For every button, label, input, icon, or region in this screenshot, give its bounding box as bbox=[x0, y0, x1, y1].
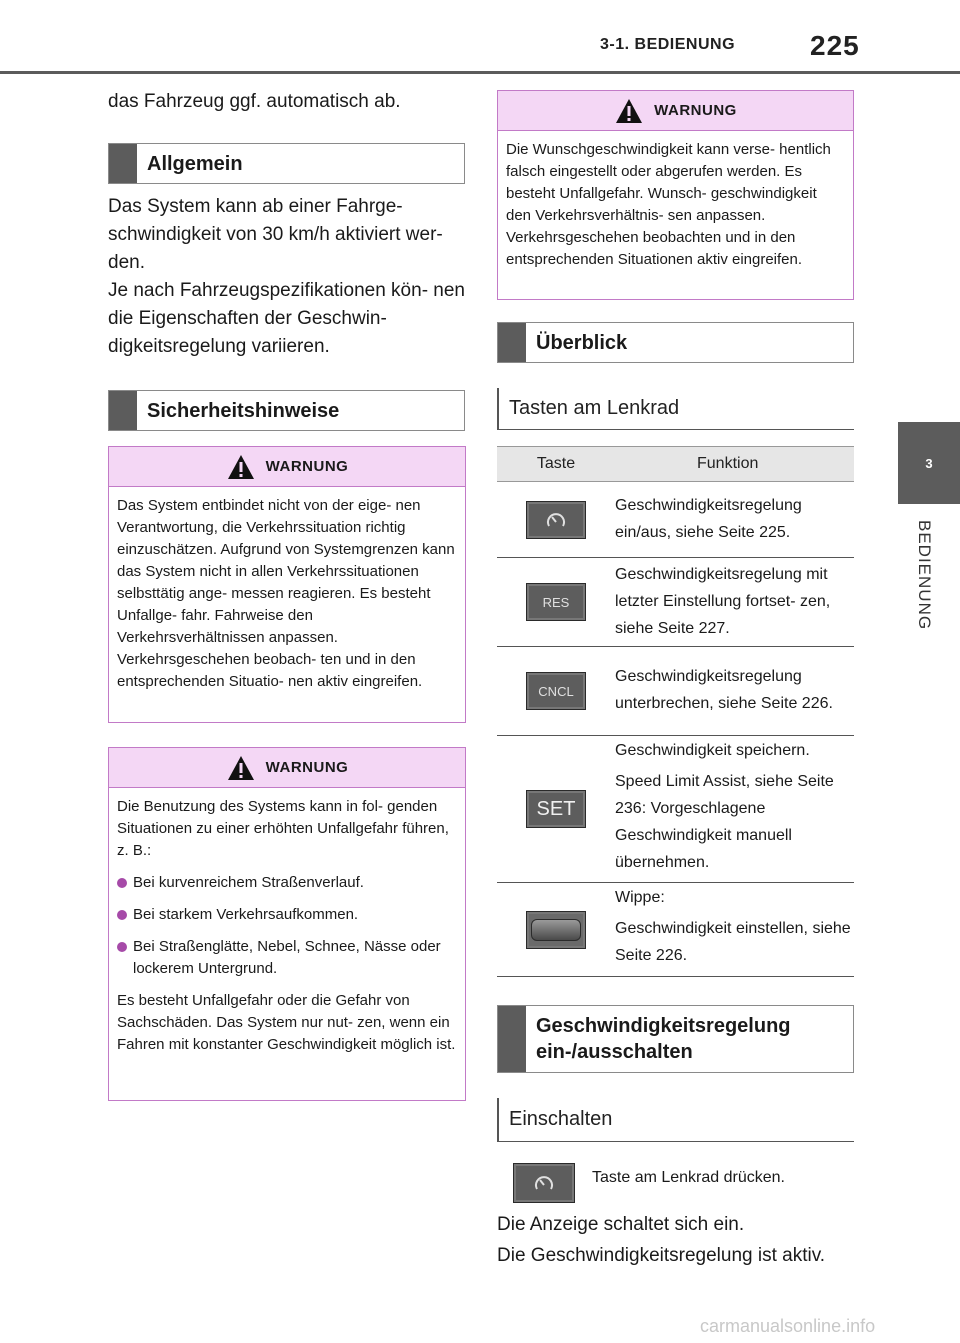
warning-title: WARNUNG bbox=[654, 102, 737, 119]
column-header-function: Funktion bbox=[697, 455, 759, 472]
watermark: carmanualsonline.info bbox=[700, 1316, 876, 1336]
list-item bbox=[117, 872, 457, 894]
column-header-key: Taste bbox=[536, 455, 576, 472]
list-item bbox=[117, 936, 457, 980]
buttons-table bbox=[497, 446, 854, 977]
speedometer-key bbox=[513, 1163, 575, 1203]
page-number: 225 bbox=[810, 30, 860, 61]
warning-content bbox=[109, 788, 465, 1076]
speedometer-button bbox=[526, 501, 586, 539]
cncl-button: CNCL bbox=[526, 672, 586, 710]
list-item bbox=[117, 904, 457, 926]
speedometer-button bbox=[513, 1163, 575, 1203]
warning-text: Die Wunschgeschwindigkeit kann verse- hentlich falsch eingestellt oder abgerufen werden. Es besteht Unfallgefahr. Wunsch- geschwindigkeit den Verkehrsverhältnis- sen anpassen. Verkehrsgeschehen beobachten und in den entsprechenden Situationen aktiv eingreifen. bbox=[506, 141, 831, 268]
key-cell bbox=[497, 672, 615, 710]
function-line: Speed Limit Assist, siehe Seite 236: Vorgeschlagene Geschwindigkeit manuell übernehmen. bbox=[615, 772, 834, 871]
paragraph-specifications: Je nach Fahrzeugspezifikationen kön- nen die Eigenschaften der Geschwin- digkeitsregelung variieren. bbox=[108, 280, 466, 357]
key-cell bbox=[497, 790, 615, 828]
chapter-tab: 3 bbox=[898, 422, 960, 504]
warning-box-1 bbox=[108, 446, 466, 723]
warning-header bbox=[498, 91, 853, 131]
rocker-switch-icon bbox=[531, 919, 581, 941]
list-item-text: Bei starkem Verkehrsaufkommen. bbox=[133, 906, 359, 923]
set-button: SET bbox=[526, 790, 586, 828]
table-row bbox=[497, 482, 854, 558]
subsection-buttons: Tasten am Lenkrad bbox=[497, 388, 854, 430]
key-cell bbox=[497, 911, 615, 949]
section-title-overview: Überblick bbox=[536, 331, 628, 354]
list-item-text: Bei Straßenglätte, Nebel, Schnee, Nässe oder lockerem Untergrund. bbox=[133, 938, 441, 977]
warning-intro: Die Benutzung des Systems kann in fol- genden Situationen zu einer erhöhten Unfallgefahr führen, z. B.: bbox=[117, 798, 449, 859]
table-header bbox=[497, 446, 854, 482]
function-line: Wippe: bbox=[615, 889, 665, 906]
section-accent-bar bbox=[109, 391, 137, 430]
function-text bbox=[615, 733, 854, 886]
warning-text: Das System entbindet nicht von der eige- nen Verantwortung, die Verkehrssituation richtig einzuschätzen. Aufgrund von Systemgrenzen kann das System nicht in allen Verkehrssituationen selbsttätig ange- messen reagieren. Es besteht Unfallge- fahr. Fahrweise den Verkehrsverhältnissen anpassen. Verkehrsgeschehen beobach- ten und in den entsprechenden Situatio- nen aktiv eingreifen. bbox=[117, 497, 455, 690]
section-title-safety: Sicherheitshinweise bbox=[147, 399, 340, 422]
warning-outro: Es besteht Unfallgefahr oder die Gefahr von Sachschäden. Das System nur nut- zen, wenn ein Fahren mit konstanter Geschwindigkeit möglich ist. bbox=[117, 992, 456, 1053]
section-overview bbox=[497, 322, 854, 363]
warning-title: WARNUNG bbox=[265, 458, 349, 475]
table-row bbox=[497, 883, 854, 977]
warning-header bbox=[109, 748, 465, 788]
enable-step-text: Taste am Lenkrad drücken. bbox=[592, 1169, 785, 1186]
table-row bbox=[497, 736, 854, 883]
section-allgemein bbox=[108, 143, 465, 184]
warning-triangle-icon bbox=[614, 97, 644, 125]
function-line: Geschwindigkeit speichern. bbox=[615, 741, 810, 759]
table-row bbox=[497, 558, 854, 647]
chapter-label: BEDIENUNG bbox=[915, 520, 934, 631]
warning-box-2 bbox=[108, 747, 466, 1101]
section-onoff bbox=[497, 1005, 854, 1073]
speedometer-icon bbox=[533, 1174, 555, 1192]
warning-header bbox=[109, 447, 465, 487]
list-item-text: Bei kurvenreichem Straßenverlauf. bbox=[133, 874, 364, 891]
bullet-icon bbox=[117, 942, 127, 952]
speedometer-icon bbox=[545, 511, 567, 529]
warning-triangle-icon bbox=[226, 754, 256, 782]
warning-triangle-icon bbox=[226, 453, 256, 481]
paragraph-activation: Das System kann ab einer Fahrge- schwindigkeit von 30 km/h aktiviert wer- den. bbox=[108, 196, 443, 273]
section-title-allgemein: Allgemein bbox=[147, 152, 243, 175]
table-row bbox=[497, 647, 854, 736]
key-cell bbox=[497, 501, 615, 539]
function-text bbox=[615, 880, 854, 979]
section-title-onoff: Geschwindigkeitsregelung ein-/ausschalten bbox=[536, 1015, 791, 1063]
section-title: 3-1. BEDIENUNG bbox=[600, 36, 736, 53]
result-text-2: Die Geschwindigkeitsregelung ist aktiv. bbox=[497, 1245, 826, 1266]
function-text: Geschwindigkeitsregelung unterbrechen, siehe Seite 226. bbox=[615, 668, 833, 712]
function-line: Geschwindigkeit einstellen, siehe Seite 226. bbox=[615, 920, 851, 964]
warning-box-3 bbox=[497, 90, 854, 300]
function-text: Geschwindigkeitsregelung ein/aus, siehe Seite 225. bbox=[615, 496, 802, 541]
subsection-enable: Einschalten bbox=[497, 1098, 854, 1142]
section-accent-bar bbox=[498, 1006, 526, 1072]
warning-title: WARNUNG bbox=[265, 759, 349, 776]
key-cell bbox=[497, 583, 615, 621]
section-accent-bar bbox=[498, 323, 526, 362]
result-text-1: Die Anzeige schaltet sich ein. bbox=[497, 1214, 745, 1235]
res-button: RES bbox=[526, 583, 586, 621]
header-rule bbox=[0, 71, 960, 74]
section-accent-bar bbox=[109, 144, 137, 183]
bullet-icon bbox=[117, 910, 127, 920]
intro-text: das Fahrzeug ggf. automatisch ab. bbox=[108, 91, 401, 112]
function-text: Geschwindigkeitsregelung mit letzter Einstellung fortset- zen, siehe Seite 227. bbox=[615, 565, 831, 637]
section-safety bbox=[108, 390, 465, 431]
bullet-icon bbox=[117, 878, 127, 888]
rocker-button bbox=[526, 911, 586, 949]
